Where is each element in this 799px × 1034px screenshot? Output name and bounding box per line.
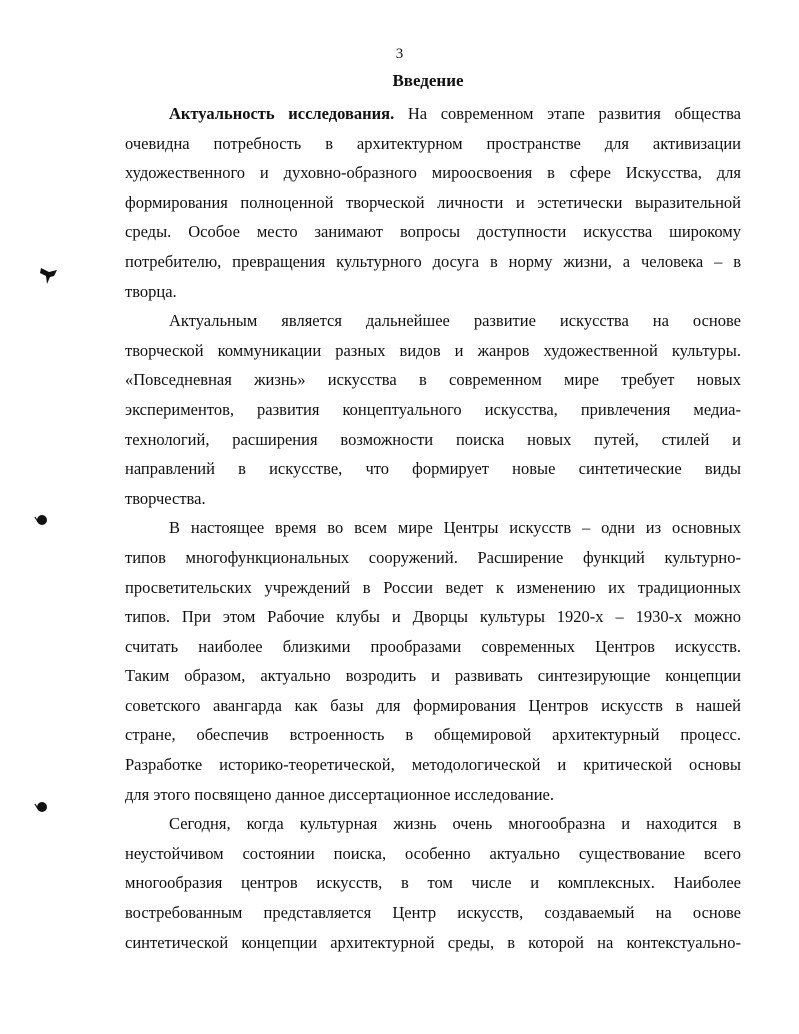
text-line: «Повседневная жизнь» искусства в современном мире требует новых [125, 370, 741, 390]
punch-hole-mark [34, 513, 48, 527]
text-line [125, 99, 741, 129]
text-line: востребованным представляется Центр искусств, создаваемый на основе [125, 903, 741, 923]
text-line: для этого посвящено данное диссертационное исследование. [125, 784, 554, 804]
text-line: считать наиболее близкими прообразами современных Центров искусств. [125, 636, 741, 656]
text-line: творчества. [125, 488, 206, 508]
text-line: Актуальным является дальнейшее развитие искусства на основе [169, 311, 741, 331]
text-line: потребителю, превращения культурного досуга в норму жизни, а человека – в [125, 251, 741, 271]
text-line: экспериментов, развития концептуального искусства, привлечения медиа- [125, 399, 741, 419]
text-line: Разработке историко-теоретической, методологической и критической основы [125, 755, 741, 775]
text-line: художественного и духовно-образного мироосвоения в сфере Искусства, для [125, 163, 741, 183]
paragraph [125, 809, 741, 957]
text-line: синтетической концепции архитектурной среды, в которой на контекстуально- [125, 932, 741, 952]
text-line: неустойчивом состоянии поиска, особенно актуально существование всего [125, 843, 741, 863]
body-text [125, 99, 741, 957]
text-fragment: На современном этапе развития общества [394, 104, 741, 123]
page-title: Введение [392, 71, 464, 90]
text-line: очевидна потребность в архитектурном пространстве для активизации [125, 133, 741, 153]
text-line: многообразия центров искусств, в том числе и комплексных. Наиболее [125, 873, 741, 893]
text-line: стране, обеспечив встроенность в общемировой архитектурный процесс. [125, 725, 741, 745]
text-line: типов многофункциональных сооружений. Расширение функций культурно- [125, 547, 741, 567]
text-line: Сегодня, когда культурная жизнь очень многообразна и находится в [169, 814, 741, 834]
lead-phrase: Актуальность исследования. [169, 104, 395, 123]
punch-hole-mark [38, 262, 60, 286]
text-line: типов. При этом Рабочие клубы и Дворцы культуры 1920-х – 1930-х можно [125, 607, 741, 627]
text-line: В настоящее время во всем мире Центры искусств – одни из основных [169, 518, 741, 538]
text-line: творческой коммуникации разных видов и жанров художественной культуры. [125, 340, 741, 360]
text-line: среды. Особое место занимают вопросы доступности искусства широкому [125, 222, 741, 242]
paragraph [125, 99, 741, 306]
paragraph [125, 513, 741, 809]
text-line: просветительских учреждений в России ведет к изменению их традиционных [125, 577, 741, 597]
text-line: Таким образом, актуально возродить и развивать синтезирующие концепции [125, 666, 741, 686]
page-number: 3 [395, 46, 404, 62]
text-line: технологий, расширения возможности поиска новых путей, стилей и [125, 429, 741, 449]
text-line: направлений в искусстве, что формирует новые синтетические виды [125, 459, 741, 479]
paragraph [125, 306, 741, 513]
punch-hole-mark [34, 800, 48, 814]
text-line: формирования полноценной творческой личности и эстетически выразительной [125, 192, 741, 212]
text-line: советского авангарда как базы для формирования Центров искусств в нашей [125, 695, 741, 715]
text-line: творца. [125, 281, 177, 301]
